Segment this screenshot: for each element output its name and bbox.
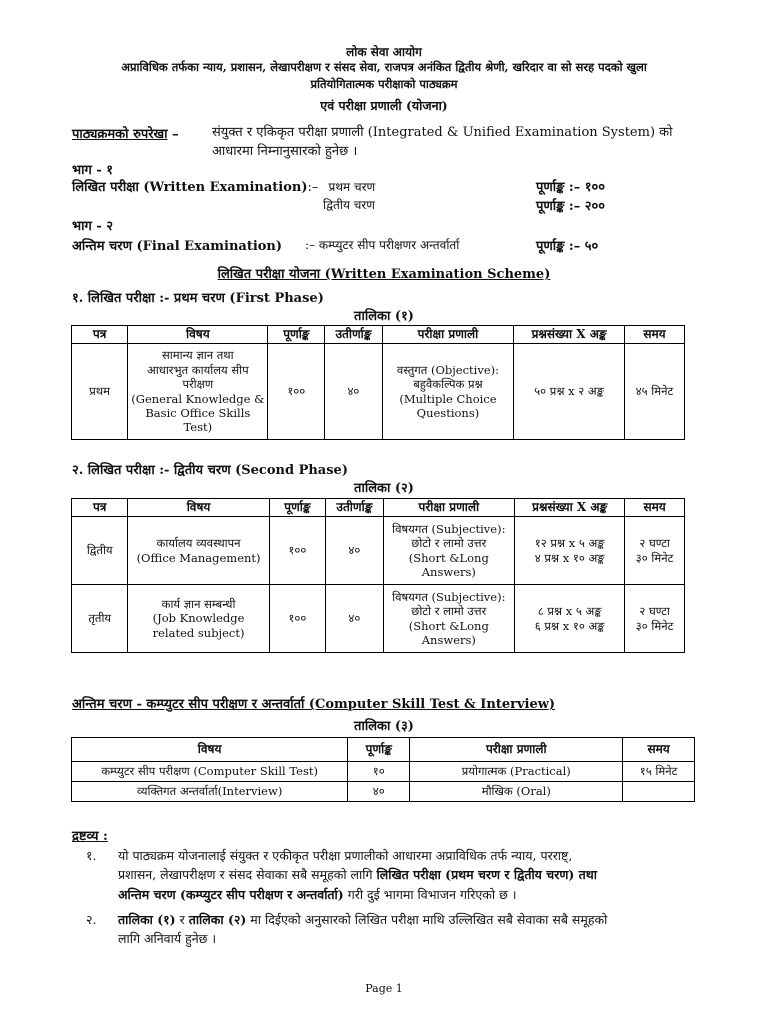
table-3 — [71, 737, 695, 802]
table-header-row — [72, 738, 695, 762]
part1-marks1: १०० — [584, 180, 606, 195]
note1-line2 — [118, 865, 698, 884]
table-2 — [71, 498, 685, 653]
outline-text-2: आधारमा निम्नानुसारको हुनेछ । — [212, 144, 358, 159]
col-header: प्रश्नसंख्या X अङ्क — [515, 499, 625, 517]
subject-np-3: परीक्षण — [182, 377, 214, 392]
cell-pass-marks: ४० — [326, 585, 383, 653]
col-header: विषय — [72, 738, 348, 762]
note1-line1: यो पाठ्यक्रम योजनालाई संयुक्त र एकीकृत परीक्षा प्रणालीको आधारमा अप्राविधिक तर्फ न्याय, परराष्ट्, — [118, 848, 573, 863]
cell-subject: व्यक्तिगत अन्तर्वार्ता(Interview) — [72, 782, 348, 802]
part2-line — [72, 236, 282, 254]
outline-label: पाठ्यक्रमको रुपरेखा — [72, 127, 168, 142]
table3-caption: तालिका (३) — [354, 719, 414, 734]
col-header: विषय — [128, 499, 269, 517]
cell-time: १५ मिनेट — [623, 762, 695, 782]
part2-marks-label: पूर्णाङ्क :– — [536, 239, 581, 254]
cell-paper: तृतीय — [72, 585, 128, 653]
cell-subject — [128, 344, 268, 440]
note1-number: १. — [86, 848, 97, 863]
part2-desc-wrap — [305, 236, 459, 253]
time-1: २ घण्टा — [639, 536, 670, 551]
col-header: परीक्षा प्रणाली — [383, 499, 515, 517]
subject-np: कार्य ज्ञान सम्बन्धी — [161, 596, 236, 611]
subject-np-2: आधारभुत कार्यालय सीप — [147, 362, 249, 377]
system-np-2: छोटो र लामो उत्तर — [411, 536, 487, 551]
cell-system — [383, 585, 515, 653]
system-en: (Short &Long Answers) — [408, 550, 489, 579]
questions-1: ८ प्रश्न x ५ अङ्क — [537, 604, 602, 619]
section3-heading: अन्तिम चरण - कम्प्युटर सीप परीक्षण र अन्तर्वार्ता (Computer Skill Test & Interview) — [72, 697, 556, 712]
cell-subject — [128, 517, 269, 585]
part1-phase2: द्वितीय चरण — [323, 198, 375, 212]
table-row — [72, 585, 685, 653]
table-1 — [71, 325, 685, 440]
note1-line3-bold: अन्तिम चरण (कम्प्युटर सीप परीक्षण र अन्तर्वार्ता) — [118, 886, 344, 902]
part2-marks-wrap — [536, 236, 598, 254]
page-number: Page 1 — [365, 982, 403, 995]
cell-system: मौखिक (Oral) — [410, 782, 623, 802]
outline-dash: – — [167, 127, 179, 142]
cell-system — [383, 517, 515, 585]
col-header: विषय — [128, 326, 268, 344]
cell-time — [625, 517, 685, 585]
cell-system: प्रयोगात्मक (Practical) — [410, 762, 623, 782]
note2-line1-text: मा दिईएको अनुसारको लिखित परीक्षा माथि उल्लिखित सबै सेवाका सबै समूहको — [250, 912, 608, 927]
table-row — [72, 344, 685, 440]
cell-full-marks: ४० — [348, 782, 410, 802]
cell-pass-marks: ४० — [326, 517, 383, 585]
time-1: २ घण्टा — [639, 604, 670, 619]
col-header: परीक्षा प्रणाली — [382, 326, 513, 344]
table-row — [72, 782, 695, 802]
section1-heading: १. लिखित परीक्षा :- प्रथम चरण (First Phase) — [72, 291, 324, 306]
scheme-title: लिखित परीक्षा योजना (Written Examination Scheme) — [217, 267, 551, 282]
part1-marks2-wrap — [536, 196, 605, 214]
subject-en: (Job Knowledge related subject) — [152, 611, 245, 640]
cell-subject — [128, 585, 269, 653]
system-en: (Multiple Choice Questions) — [399, 391, 497, 420]
note2-line1 — [118, 910, 698, 929]
section2-heading: २. लिखित परीक्षा :- द्वितीय चरण (Second Phase) — [72, 463, 348, 478]
cell-time — [625, 585, 685, 653]
cell-full-marks: १० — [348, 762, 410, 782]
part1-line — [72, 177, 375, 195]
col-header: समय — [623, 738, 695, 762]
subject-en: (Office Management) — [136, 550, 261, 565]
cell-questions: ५० प्रश्न x २ अङ्क — [514, 344, 625, 440]
note2-and: र — [179, 912, 185, 927]
cell-time: ४५ मिनेट — [624, 344, 684, 440]
part1-marks-label-2: पूर्णाङ्क :– — [536, 199, 581, 214]
part1-marks1-wrap — [536, 177, 605, 195]
part2-marks: ५० — [584, 239, 599, 254]
time-2: ३० मिनेट — [635, 550, 674, 565]
subject-np: कार्यालय व्यवस्थापन — [156, 536, 241, 551]
cell-pass-marks: ४० — [325, 344, 383, 440]
commission-name: लोक सेवा आयोग — [346, 45, 422, 59]
cell-system — [382, 344, 513, 440]
table-row — [72, 762, 695, 782]
part1-title: लिखित परीक्षा (Written Examination) — [72, 180, 308, 195]
note1-line2-text: प्रशासन, लेखापरीक्षण र संसद सेवाका सबै समूहको लागि — [118, 867, 373, 883]
col-header: पूर्णाङ्क — [348, 738, 410, 762]
note-1 — [118, 846, 698, 904]
system-np-1: विषयगत (Subjective): — [392, 521, 506, 536]
cell-paper: द्वितीय — [72, 517, 128, 585]
note2-bold-1: तालिका (१) — [118, 912, 176, 927]
cell-time — [623, 782, 695, 802]
col-header: पूर्णाङ्क — [268, 326, 325, 344]
questions-2: ४ प्रश्न x १० अङ्क — [534, 550, 605, 565]
note2-line2: लागि अनिवार्य हुनेछ । — [118, 931, 217, 947]
note2-number: २. — [86, 912, 97, 927]
questions-1: १२ प्रश्न x ५ अङ्क — [534, 536, 605, 551]
part2-sep: :– — [305, 238, 316, 252]
cell-full-marks: १०० — [268, 344, 325, 440]
col-header: पत्र — [72, 499, 128, 517]
subject-en: (General Knowledge & Basic Office Skills Test) — [131, 391, 265, 435]
header-subtitle-2: प्रतियोगितात्मक परीक्षाको पाठ्यक्रम — [310, 77, 458, 91]
subject-np-1: सामान्य ज्ञान तथा — [162, 348, 234, 363]
header-subtitle-3: एवं परीक्षा प्रणाली (योजना) — [320, 98, 448, 113]
system-np-1: विषयगत (Subjective): — [392, 589, 506, 604]
part1-marks2: २०० — [584, 199, 606, 214]
system-np-1: वस्तुगत (Objective): — [396, 362, 500, 377]
outline-text-1: संयुक्त र एकिकृत परीक्षा प्रणाली (Integrated & Unified Examination System) को — [212, 125, 673, 140]
cell-questions — [515, 585, 625, 653]
part1-phase1: प्रथम चरण — [328, 180, 376, 194]
outline-label-wrap — [72, 124, 179, 142]
part1-marks-label: पूर्णाङ्क :– — [536, 180, 581, 195]
col-header: पूर्णाङ्क — [269, 499, 325, 517]
col-header: प्रश्नसंख्या X अङ्क — [514, 326, 625, 344]
note1-line2-bold: लिखित परीक्षा (प्रथम चरण र द्वितीय चरण) तथा — [376, 867, 597, 883]
notes-title: द्रष्टव्य : — [72, 829, 108, 844]
cell-paper: प्रथम — [72, 344, 128, 440]
table-header-row — [72, 499, 685, 517]
questions-2: ६ प्रश्न x १० अङ्क — [534, 618, 605, 633]
table2-caption: तालिका (२) — [354, 481, 414, 496]
col-header: उतीर्णाङ्क — [326, 499, 383, 517]
cell-full-marks: १०० — [269, 585, 325, 653]
part1-sep: :– — [307, 180, 319, 195]
part2-desc: कम्प्युटर सीप परीक्षणर अन्तर्वार्ता — [318, 238, 460, 252]
col-header: समय — [625, 499, 685, 517]
note-2 — [118, 910, 698, 949]
col-header: समय — [624, 326, 684, 344]
col-header: उतीर्णाङ्क — [325, 326, 383, 344]
note1-line3-text: गरी दुई भागमा विभाजन गरिएको छ । — [347, 886, 517, 902]
system-np-2: बहुवैकल्पिक प्रश्न — [413, 377, 483, 392]
part1-label: भाग - १ — [72, 163, 114, 178]
table-row — [72, 517, 685, 585]
cell-full-marks: १०० — [269, 517, 325, 585]
table1-caption: तालिका (१) — [354, 309, 414, 324]
col-header: परीक्षा प्रणाली — [410, 738, 623, 762]
part2-label: भाग - २ — [72, 219, 114, 234]
note2-bold-2: तालिका (२) — [188, 912, 247, 927]
table-header-row — [72, 326, 685, 344]
cell-subject: कम्प्युटर सीप परीक्षण (Computer Skill Test) — [72, 762, 348, 782]
system-np-2: छोटो र लामो उत्तर — [411, 604, 487, 619]
cell-questions — [515, 517, 625, 585]
header-subtitle: अप्राविधिक तर्फका न्याय, प्रशासन, लेखापरीक्षण र संसद सेवा, राजपत्र अनंकित द्वितीय श्रेणी, खरिदार वा सो सरह पदको खुला — [121, 60, 647, 74]
col-header: पत्र — [72, 326, 128, 344]
note1-line3 — [118, 885, 698, 904]
system-en: (Short &Long Answers) — [408, 618, 489, 647]
part2-title: अन्तिम चरण (Final Examination) — [72, 239, 283, 254]
time-2: ३० मिनेट — [635, 618, 674, 633]
